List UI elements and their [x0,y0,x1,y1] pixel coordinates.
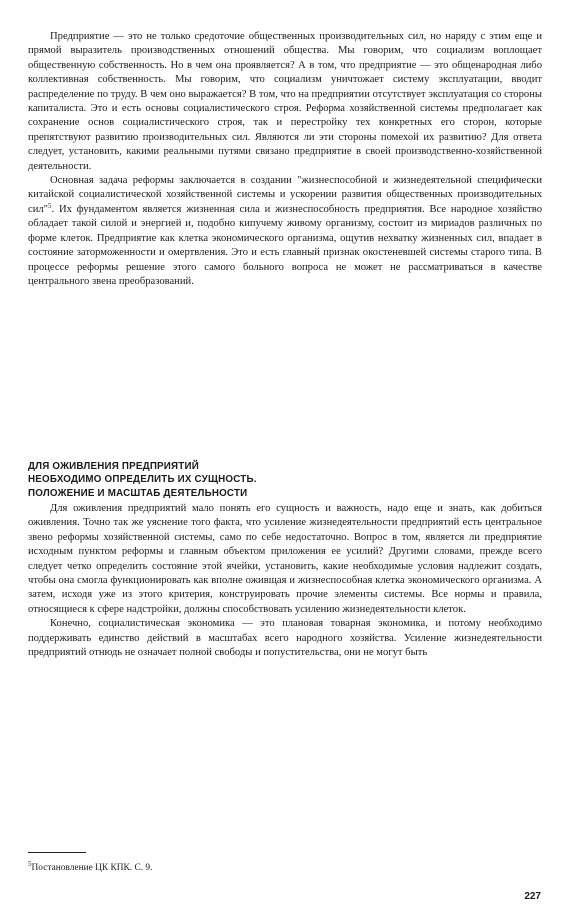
text-block-top [28,30,542,289]
heading-line: ДЛЯ ОЖИВЛЕНИЯ ПРЕДПРИЯТИЙ [28,461,199,472]
paragraph: Конечно, социалистическая экономика — это плановая товарная экономика, и потому необходимо поддерживать единство действий в масштабах всего народного хозяйства. Усиление жизнедеятельности предприятий отнюдь не означает полной свободы и попустительства, они не могут быть [28,618,542,659]
text-block-bottom [28,502,542,660]
footnote-text: Постановление ЦК КПК. С. 9. [31,863,153,873]
footnote-marker: 5 [47,201,52,210]
paragraph: Предприятие — это не только средоточие общественных производительных сил, но наряду с этим еще и прямой выразитель производственных отношений общества. Мы говорим, что социализм воплощает общественную собственность. Но в чем она проявляется? А в том, что предприятие — это общенародная либо коллективная собственность. Мы говорим, что социализм уничтожает систему эксплуатации, вводит распределение по труду. В чем оно выражается? В том, что на предприятии отсутствует эксплуатация со стороны капиталиста. Это и есть основы социалистического строя. Реформа хозяйственной системы предполагает как сохранение основ социалистического строя, так и перестройку тех конкретных его сторон, которые препятствуют развитию производительных сил. Являются ли эти стороны помехой их развитию? Для ответа следует, установить, какими реальными путями связано предприятие в своей производственно-хозяйственной деятельности. [28,31,542,172]
paragraph: Основная задача реформы заключается в создании "жизнеспособной и жизнедеятельной специфически китайской социалистической хозяйственной системы и ускорении развития общественных производительных сил"$^5$. Их фундаментом является жизненная сила и жизнеспособность предприятия. Все народное хозяйство обладает такой силой и энергией и, подобно кипучему живому организму, состоит из мириадов различных по форме клеток. Предприятие как клетка экономического организма, ощутив нехватку жизненных сил, впадает в состояние заторможенности и омертвления. Это и есть главный признак окостеневшей системы старого типа. В процессе реформы решение этого самого больного вопроса не может не рассматриваться в качестве центрального звена преобразований. [28,175,543,287]
heading-line: ПОЛОЖЕНИЕ И МАСШТАБ ДЕЯТЕЛЬНОСТИ [28,487,248,499]
section-heading [28,460,542,500]
heading-line: НЕОБХОДИМО ОПРЕДЕЛИТЬ ИХ СУЩНОСТЬ. [28,474,257,486]
paragraph: Для оживления предприятий мало понять его сущность и важность, надо еще и знать, как добиться оживления. Точно так же уяснение того факта, что усиление жизнедеятельности предприятий есть центральное звено реформы хозяйственной системы, само по себе недостаточно. Вопрос в том, является ли предприятие исходным пунктом реформы и главным объектом приложения ее усилий? Другими словами, прежде всего следует четко определить состояние этой ячейки, установить, какие необходимые условия надлежит создать, чтобы она смогла функционировать как вполне оживщая и жизнеспособная клетка экономического организма. А затем, исходя уже из этого критерия, конструировать прочие элементы системы. Все нормы и правила, относящиеся к сфере надстройки, должны способствовать усилению жизнедеятельности клеток. [28,503,542,615]
footnote-marker: 5 [28,860,32,868]
page-number: 227 [524,891,541,902]
footnote [28,862,152,874]
footnote-divider [28,852,86,853]
quoted-text: Основная задача реформы заключается в создании "жизнеспособной и жизнедеятельной специфически китайской социалистической хозяйственной системы и ускорении развития общественных производительных сил" [28,175,542,215]
paragraph-continuation: Их фундаментом является жизненная сила и жизнеспособность предприятия. Все народное хозяйство обладает такой силой и энергией и, подобно кипучему живому организму, состоит из мириадов различных по форме клеток. Предприятие как клетка экономического организма, ощутив нехватку жизненных сил, впадает в состояние заторможенности и омертвления. Это и есть главный признак окостеневшей системы старого типа. В процессе реформы решение этого самого больного вопроса не может не рассматриваться в качестве центрального звена преобразований. [28,203,543,287]
